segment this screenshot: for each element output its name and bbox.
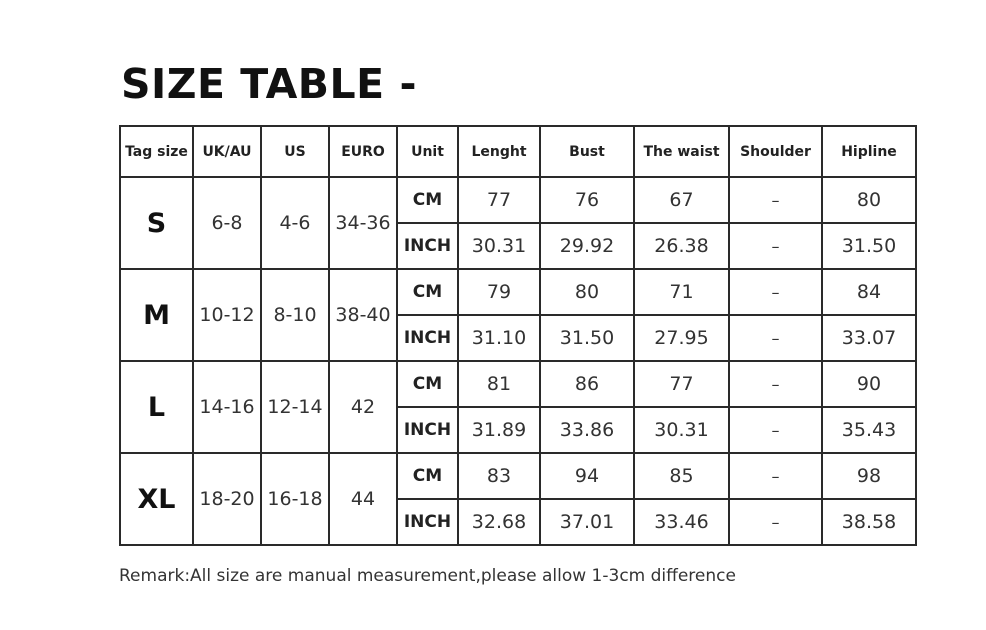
hipline-cell: 38.58: [822, 499, 916, 545]
table-header-row: [120, 126, 916, 177]
size-tag-cell: XL: [120, 453, 193, 545]
length-cell: 30.31: [458, 223, 540, 269]
size-tag-cell: M: [120, 269, 193, 361]
shoulder-cell: –: [729, 177, 822, 223]
bust-cell: 86: [540, 361, 634, 407]
shoulder-cell: –: [729, 499, 822, 545]
remark-text: Remark:All size are manual measurement,please allow 1-3cm difference: [119, 566, 736, 586]
unit-cell: CM: [397, 177, 458, 223]
us-cell: 8-10: [261, 269, 329, 361]
bust-cell: 33.86: [540, 407, 634, 453]
table-row: [120, 361, 916, 407]
length-cell: 31.89: [458, 407, 540, 453]
header-hipline: Hipline: [822, 126, 916, 177]
waist-cell: 77: [634, 361, 729, 407]
hipline-cell: 84: [822, 269, 916, 315]
header-tag-size: Tag size: [120, 126, 193, 177]
header-us: US: [261, 126, 329, 177]
waist-cell: 30.31: [634, 407, 729, 453]
bust-cell: 80: [540, 269, 634, 315]
unit-cell: CM: [397, 269, 458, 315]
hipline-cell: 98: [822, 453, 916, 499]
bust-cell: 94: [540, 453, 634, 499]
size-tag-cell: S: [120, 177, 193, 269]
waist-cell: 27.95: [634, 315, 729, 361]
us-cell: 12-14: [261, 361, 329, 453]
euro-cell: 38-40: [329, 269, 397, 361]
euro-cell: 44: [329, 453, 397, 545]
uk-au-cell: 10-12: [193, 269, 261, 361]
unit-cell: CM: [397, 453, 458, 499]
shoulder-cell: –: [729, 453, 822, 499]
unit-cell: INCH: [397, 223, 458, 269]
uk-au-cell: 14-16: [193, 361, 261, 453]
length-cell: 79: [458, 269, 540, 315]
header-unit: Unit: [397, 126, 458, 177]
waist-cell: 67: [634, 177, 729, 223]
us-cell: 4-6: [261, 177, 329, 269]
page-title: SIZE TABLE -: [121, 60, 417, 108]
header-waist: The waist: [634, 126, 729, 177]
euro-cell: 42: [329, 361, 397, 453]
header-euro: EURO: [329, 126, 397, 177]
hipline-cell: 33.07: [822, 315, 916, 361]
table-row: [120, 269, 916, 315]
length-cell: 83: [458, 453, 540, 499]
waist-cell: 33.46: [634, 499, 729, 545]
shoulder-cell: –: [729, 361, 822, 407]
unit-cell: INCH: [397, 407, 458, 453]
hipline-cell: 31.50: [822, 223, 916, 269]
uk-au-cell: 6-8: [193, 177, 261, 269]
shoulder-cell: –: [729, 223, 822, 269]
length-cell: 31.10: [458, 315, 540, 361]
length-cell: 77: [458, 177, 540, 223]
hipline-cell: 80: [822, 177, 916, 223]
us-cell: 16-18: [261, 453, 329, 545]
unit-cell: INCH: [397, 499, 458, 545]
header-shoulder: Shoulder: [729, 126, 822, 177]
hipline-cell: 35.43: [822, 407, 916, 453]
bust-cell: 29.92: [540, 223, 634, 269]
shoulder-cell: –: [729, 407, 822, 453]
unit-cell: CM: [397, 361, 458, 407]
header-uk-au: UK/AU: [193, 126, 261, 177]
uk-au-cell: 18-20: [193, 453, 261, 545]
hipline-cell: 90: [822, 361, 916, 407]
header-length: Lenght: [458, 126, 540, 177]
bust-cell: 31.50: [540, 315, 634, 361]
size-tag-cell: L: [120, 361, 193, 453]
shoulder-cell: –: [729, 269, 822, 315]
unit-cell: INCH: [397, 315, 458, 361]
table-row: [120, 453, 916, 499]
waist-cell: 71: [634, 269, 729, 315]
waist-cell: 26.38: [634, 223, 729, 269]
euro-cell: 34-36: [329, 177, 397, 269]
shoulder-cell: –: [729, 315, 822, 361]
bust-cell: 37.01: [540, 499, 634, 545]
bust-cell: 76: [540, 177, 634, 223]
waist-cell: 85: [634, 453, 729, 499]
table-row: [120, 177, 916, 223]
size-table: [119, 125, 917, 546]
length-cell: 81: [458, 361, 540, 407]
length-cell: 32.68: [458, 499, 540, 545]
header-bust: Bust: [540, 126, 634, 177]
